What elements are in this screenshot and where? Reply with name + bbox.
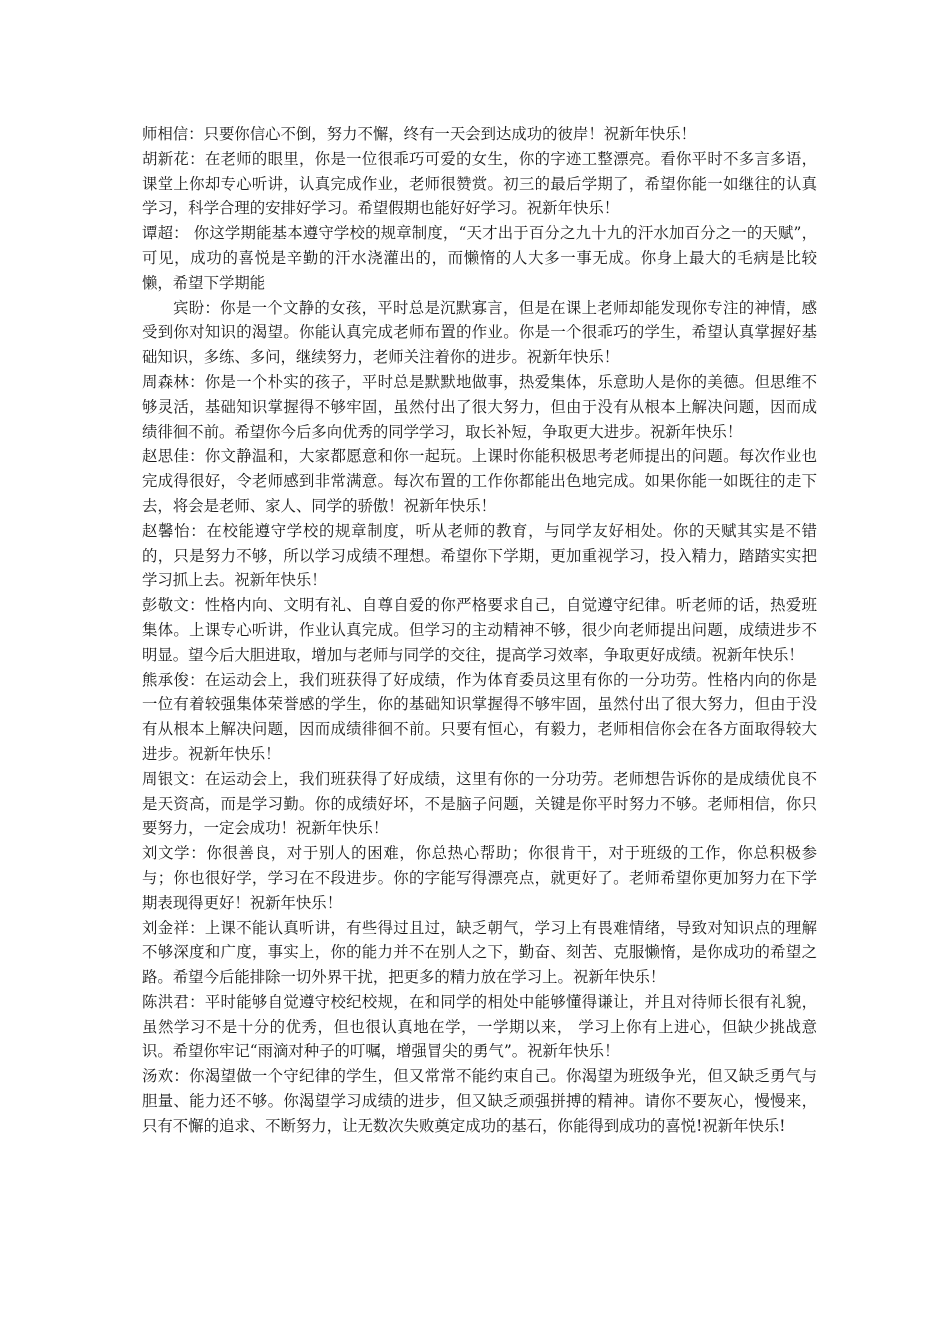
comment-paragraph: 刘金祥：上课不能认真听讲，有些得过且过，缺乏朝气，学习上有畏难情绪，导致对知识点的理解不够深度和广度，事实上，你的能力并不在别人之下，勤奋、刻苦、克服懒惰，是你成功的希望之路。希望今后能排除一切外界干扰，把更多的精力放在学习上。祝新年快乐！ bbox=[142, 918, 817, 987]
comment-paragraph: 赵馨怡：在校能遵守学校的规章制度，听从老师的教育，与同学友好相处。你的天赋其实是不错的，只是努力不够，所以学习成绩不理想。希望你下学期，更加重视学习，投入精力，踏踏实实把学习抓上去。祝新年快乐！ bbox=[142, 521, 817, 590]
comment-paragraph: 陈洪君：平时能够自觉遵守校纪校规，在和同学的相处中能够懂得谦让，并且对待师长很有礼貌，虽然学习不是十分的优秀，但也很认真地在学，一学期以来， 学习上你有上进心，但缺少挑战意识。希望你牢记“雨滴对种子的叮嘱，增强冒尖的勇气”。祝新年快乐！ bbox=[142, 992, 817, 1061]
document-body bbox=[142, 122, 817, 1139]
comment-paragraph: 师相信：只要你信心不倒，努力不懈，终有一天会到达成功的彼岸！祝新年快乐！ bbox=[142, 125, 697, 143]
comment-paragraph: 彭敬文：性格内向、文明有礼、自尊自爱的你严格要求自己，自觉遵守纪律。听老师的话，热爱班集体。上课专心听讲，作业认真完成。但学习的主动精神不够，很少向老师提出问题，成绩进步不明显。望今后大胆进取，增加与老师与同学的交往，提高学习效率，争取更好成绩。祝新年快乐！ bbox=[142, 596, 817, 664]
comment-paragraph: 宾盼：你是一个文静的女孩，平时总是沉默寡言，但是在课上老师却能发现你专注的神情，感受到你对知识的渴望。你能认真完成老师布置的作业。你是一个很乖巧的学生，希望认真掌握好基础知识，多练、多问，继续努力，老师关注着你的进步。祝新年快乐！ bbox=[142, 298, 817, 367]
comment-paragraph: 汤欢：你渴望做一个守纪律的学生，但又常常不能约束自己。你渴望为班级争光，但又缺乏勇气与胆量、能力还不够。你渴望学习成绩的进步，但又缺乏顽强拼搏的精神。请你不要灰心，慢慢来，只有不懈的追求、不断努力，让无数次失败奠定成功的基石，你能得到成功的喜悦!祝新年快乐! bbox=[142, 1067, 817, 1135]
comment-paragraph: 赵思佳：你文静温和，大家都愿意和你一起玩。上课时你能积极思考老师提出的问题。每次作业也完成得很好，令老师感到非常满意。每次布置的工作你都能出色地完成。如果你能一如既往的走下去，将会是老师、家人、同学的骄傲！祝新年快乐！ bbox=[142, 447, 817, 515]
comment-paragraph: 刘文学：你很善良，对于别人的困难，你总热心帮助；你很肯干，对于班级的工作，你总积极参与；你也很好学，学习在不段进步。你的字能写得漂亮点，就更好了。老师希望你更加努力在下学期表现得更好！祝新年快乐！ bbox=[142, 844, 817, 912]
comment-paragraph: 周银文：在运动会上，我们班获得了好成绩，这里有你的一分功劳。老师想告诉你的是成绩优良不是天资高，而是学习勤。你的成绩好坏，不是脑子问题，关键是你平时努力不够。老师相信，你只要努力，一定会成功！祝新年快乐！ bbox=[142, 769, 817, 838]
comment-paragraph: 熊承俊：在运动会上，我们班获得了好成绩，作为体育委员这里有你的一分功劳。性格内向的你是一位有着较强集体荣誉感的学生，你的基础知识掌握得不够牢固，虽然付出了很大努力，但由于没有从根本上解决问题，因而成绩徘徊不前。只要有恒心，有毅力，老师相信你会在各方面取得较大进步。祝新年快乐！ bbox=[142, 670, 817, 763]
comment-paragraph: 周森林：你是一个朴实的孩子，平时总是默默地做事，热爱集体，乐意助人是你的美德。但思维不够灵活，基础知识掌握得不够牢固，虽然付出了很大努力，但由于没有从根本上解决问题，因而成绩徘徊不前。希望你今后多向优秀的同学学习，取长补短，争取更大进步。祝新年快乐！ bbox=[142, 372, 817, 441]
comment-paragraph: 谭超： 你这学期能基本遵守学校的规章制度，“天才出于百分之九十九的汗水加百分之一的天赋”，可见，成功的喜悦是辛勤的汗水浇灌出的，而懒惰的人大多一事无成。你身上最大的毛病是比较懒，希望下学期能 bbox=[142, 224, 817, 292]
comment-paragraph: 胡新花：在老师的眼里，你是一位很乖巧可爱的女生，你的字迹工整漂亮。看你平时不多言多语，课堂上你却专心听讲，认真完成作业，老师很赞赏。初三的最后学期了，希望你能一如继往的认真学习，科学合理的安排好学习。希望假期也能好好学习。祝新年快乐！ bbox=[142, 149, 817, 218]
